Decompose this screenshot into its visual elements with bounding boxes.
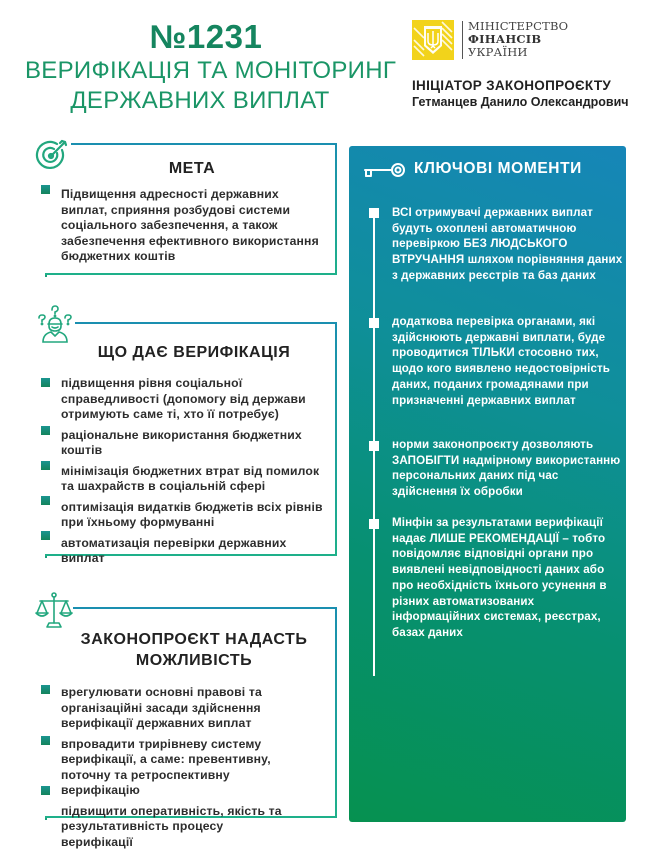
initiator-label: ІНІЦІАТОР ЗАКОНОПРОЄКТУ: [412, 78, 612, 93]
law-bullet: [41, 786, 50, 795]
bill-number: №1231: [149, 18, 263, 55]
law-item: врегулювати основні правові та організаційні засади здійснення верифікації державних виплат: [61, 685, 262, 730]
goal-section: [45, 143, 337, 275]
law-section: [45, 607, 337, 849]
law-title: [45, 629, 335, 671]
verification-item: оптимізація видатків бюджетів всіх рівнів при їхньому формуванні: [61, 499, 323, 529]
trident-emblem-icon: [412, 20, 454, 60]
verification-item: підвищення рівня соціальної справедливості (допомогу від держави отримують саме ті, хто її потребує): [61, 376, 306, 421]
verification-bullet: [41, 378, 50, 387]
verification-bullet: [41, 496, 50, 505]
law-bullet: [41, 685, 50, 694]
scales-icon: [35, 591, 73, 629]
key-point-bullet: [369, 318, 379, 328]
ministry-name: [468, 20, 568, 59]
key-point-bullet: [369, 208, 379, 218]
law-title-line-2: МОЖЛИВІСТЬ: [135, 652, 253, 669]
ministry-name-line-1: МІНІСТЕРСТВО: [468, 19, 569, 33]
key-point-item: ВСІ отримувачі державних виплат будуть охоплені автоматичною перевіркою БЕЗ ЛЮДСЬКОГО ВТРУЧАННЯ шляхом порівняння даних з державних реєстрів та баз даних: [392, 206, 623, 282]
verification-title: ЩО ДАЄ ВЕРИФІКАЦІЯ: [97, 344, 291, 361]
ministry-name-line-2: ФІНАНСІВ: [468, 32, 542, 46]
verification-item: автоматизація перевірки державних виплат: [61, 535, 287, 565]
law-item: впровадити трирівневу систему верифікації, а саме: превентивну, поточну та ретроспективну верифікацію: [61, 736, 271, 797]
verification-bullet: [41, 531, 50, 540]
document-title: [0, 18, 400, 116]
key-point-bullet: [369, 519, 379, 529]
initiator-block: [412, 77, 629, 111]
key-icon: [363, 162, 407, 182]
verification-bullet: [41, 461, 50, 470]
verification-section: [45, 322, 337, 565]
key-point-item: норми законопроєкту дозволяють ЗАПОБІГТИ надмірному використанню персональних даних під час здійснення їх обробки: [392, 438, 621, 499]
ministry-name-line-3: УКРАЇНИ: [468, 45, 528, 59]
thinking-person-icon: [35, 304, 75, 344]
key-point-bullet: [369, 441, 379, 451]
key-point-item: Мінфін за результатами верифікації надає ЛИШЕ РЕКОМЕНДАЦІЇ – тобто повідомляє відповідні органи про виявлені невідповідності даних або про необхідність їхнього усунення в різних автоматизованих інформаційних системах, реєстрах, базах даних: [392, 516, 607, 639]
verification-bullet: [41, 426, 50, 435]
target-icon: [35, 138, 71, 174]
law-bullet: [41, 736, 50, 745]
goal-title: МЕТА: [168, 160, 216, 177]
title-line-1: ВЕРИФІКАЦІЯ ТА МОНІТОРИНГ: [25, 57, 397, 84]
initiator-name: Гетманцев Данило Олександрович: [412, 95, 629, 109]
title-line-2: ДЕРЖАВНИХ ВИПЛАТ: [70, 87, 330, 114]
ministry-logo: [412, 20, 572, 62]
law-item: підвищити оперативність, якість та результативність процесу верифікації: [61, 803, 282, 849]
verification-item: раціональне використання бюджетних коштів: [61, 427, 302, 457]
key-points-panel: [349, 146, 626, 822]
verification-item: мінімізація бюджетних втрат від помилок та шахрайств в соціальній сфері: [61, 463, 320, 493]
law-title-line-1: ЗАКОНОПРОЄКТ НАДАСТЬ: [80, 631, 308, 648]
goal-item: Підвищення адресності державних виплат, сприяння розбудові системи соціального забезпечення, а також забезпечення ефективного використання бюджетних коштів: [61, 187, 319, 263]
key-point-item: додаткова перевірка органами, які здійснюють державні виплати, буде проводитися ТІЛЬКИ стосовно тих, щодо кого виявлено недостовірність даних, поданих громадянами при призначенні державних виплат: [392, 315, 610, 407]
goal-bullet: [41, 185, 50, 194]
key-points-title: КЛЮЧОВІ МОМЕНТИ: [414, 160, 582, 177]
logo-separator: [462, 21, 463, 59]
